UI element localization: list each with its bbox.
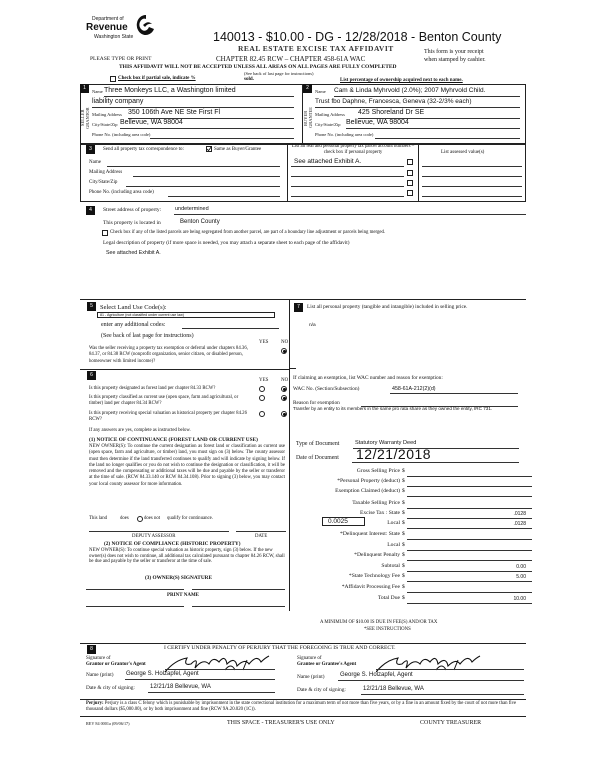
if-yes-note: If any answers are yes, complete as instructed below. bbox=[89, 428, 191, 433]
seller-city-underline bbox=[120, 128, 294, 129]
tax-row-input[interactable] bbox=[407, 592, 532, 593]
grantor-name[interactable]: George S. Holzapfel, Agent bbox=[126, 671, 199, 677]
legal-label: Legal description of property (if more space is needed, you may attach a separate sheet to each page of the affidavit) bbox=[103, 240, 350, 246]
receipt-note-1: This form is your receipt bbox=[424, 49, 484, 55]
street-label: Street address of property: bbox=[103, 207, 162, 213]
tax-row bbox=[300, 531, 532, 541]
local-rate-box[interactable] bbox=[322, 517, 365, 526]
grantee-date[interactable]: 12/21/18 Bellevue, WA bbox=[363, 686, 424, 692]
buyer-name-label: Name bbox=[315, 89, 326, 94]
tax-row-label: Excise Tax : State bbox=[359, 510, 400, 516]
grantor-date-underline bbox=[148, 692, 275, 693]
please-print: PLEASE TYPE OR PRINT bbox=[90, 56, 152, 62]
minimum-note: A MINIMUM OF $10.00 IS DUE IN FEE(S) AND/OR TAX bbox=[320, 620, 438, 625]
section-4-badge: 4 bbox=[86, 206, 95, 215]
sold-label: sold. bbox=[244, 77, 254, 82]
date-line[interactable] bbox=[236, 531, 286, 532]
tax-row-label: *Affidavit Processing Fee bbox=[341, 584, 400, 590]
grantee-sig-label-1: Signature of bbox=[297, 656, 322, 661]
parcel-line-2[interactable] bbox=[291, 176, 404, 177]
dollar-sign: $ bbox=[402, 478, 405, 484]
notice2-title: (2) NOTICE OF COMPLIANCE (HISTORIC PROPERTY) bbox=[104, 541, 241, 547]
wac-underline bbox=[390, 393, 518, 394]
seller-mailing-label: Mailing Address bbox=[92, 112, 122, 117]
tax-row-input[interactable] bbox=[407, 560, 532, 561]
tax-row-input[interactable] bbox=[407, 476, 532, 477]
corr-phone-label: Phone No. (including area code) bbox=[89, 190, 154, 195]
buyer-side-label: BUYER GRANTEE bbox=[303, 107, 313, 129]
doc-date[interactable]: 12/21/2018 bbox=[356, 446, 432, 462]
assessed-line-1[interactable] bbox=[422, 166, 522, 167]
grantee-name[interactable]: George S. Holzapfel, Agent bbox=[340, 672, 413, 678]
buyer-phone-input[interactable] bbox=[375, 138, 520, 139]
doc-date-underline bbox=[352, 462, 519, 463]
dollar-sign: $ bbox=[402, 520, 405, 526]
historic-yes-radio[interactable] bbox=[259, 411, 265, 417]
does-not-radio[interactable] bbox=[137, 516, 143, 522]
exemption-claim-label: If claiming an exemption, list WAC number and reason for exemption: bbox=[293, 375, 443, 381]
tax-row bbox=[300, 584, 532, 594]
section-6-rule bbox=[80, 369, 289, 370]
buyer-name-line2[interactable]: Trust fbo Daphne, Francesca, Geneva (32-2/3% each) bbox=[315, 98, 472, 105]
partial-sale-label: Check box if partial sale, indicate % bbox=[118, 76, 196, 81]
personal-property-checkbox-4[interactable] bbox=[407, 190, 413, 196]
logo-line1: Department of bbox=[92, 16, 124, 22]
owner-signature-line-1[interactable] bbox=[86, 589, 184, 590]
tax-row-input[interactable] bbox=[407, 528, 532, 529]
tax-row bbox=[300, 500, 532, 510]
assessed-header: List assessed value(s) bbox=[441, 150, 485, 155]
corr-phone-input[interactable] bbox=[168, 196, 280, 197]
grantee-date-label: Date & city of signing: bbox=[297, 687, 346, 693]
additional-codes-label: enter any additional codes: bbox=[101, 322, 166, 328]
ownership-note: List percentage of ownership acquired next to each name. bbox=[340, 78, 463, 83]
tax-row-value: .0128 bbox=[513, 521, 526, 527]
tax-row-label: *Personal Property (deduct) bbox=[337, 478, 400, 484]
form-revision: REV 84 0001a (09/06/17) bbox=[86, 721, 130, 726]
historic-no-radio[interactable] bbox=[281, 411, 287, 417]
recording-stamp: 140013 - $10.00 - DG - 12/28/2018 - Benton County bbox=[213, 30, 502, 44]
personal-property-value[interactable]: n/a bbox=[309, 323, 316, 328]
perjury-notice bbox=[86, 701, 524, 713]
forest-land-question: Is this property designated as forest land per chapter 84.33 RCW? bbox=[89, 386, 216, 391]
local-rate-value: 0.0025 bbox=[328, 518, 348, 525]
doc-type-label: Type of Document bbox=[296, 441, 340, 447]
assessed-line-3[interactable] bbox=[422, 186, 522, 187]
designation-yes-header: YES bbox=[259, 378, 269, 383]
tax-row bbox=[300, 573, 532, 583]
seller-name-line2[interactable]: liability company bbox=[92, 98, 144, 105]
land-use-see-back: (See back of last page for instructions) bbox=[101, 333, 194, 339]
perjury-bottom-rule bbox=[80, 716, 526, 717]
grantee-sig-label-2: Grantee or Grantee's Agent bbox=[297, 662, 357, 667]
land-use-yes-header: YES bbox=[259, 340, 269, 345]
parcel-line-4[interactable] bbox=[291, 196, 404, 197]
land-use-select[interactable] bbox=[97, 312, 275, 318]
parcel-line-3[interactable] bbox=[291, 186, 404, 187]
section-1-badge: 1 bbox=[80, 84, 89, 93]
tax-row-label: Taxable Selling Price bbox=[352, 500, 400, 506]
seller-name-line1[interactable]: Three Monkeys LLC, a Washington limited bbox=[104, 87, 236, 94]
deputy-assessor-label: DEPUTY ASSESSOR bbox=[132, 534, 176, 539]
section-7-badge: 7 bbox=[294, 303, 303, 312]
segregated-label: Check box if any of the listed parcels are being segregated from another parcel, are part of a boundary line adjustment or parcels being merged. bbox=[110, 230, 386, 235]
see-back-note: (See back of last page for instructions) bbox=[244, 71, 314, 76]
seller-city-label: City/State/Zip bbox=[92, 122, 118, 127]
grantee-sig-line bbox=[376, 669, 524, 670]
notice1-body: NEW OWNER(S): To continue the current designation as forest land or classification as current use (open space, farm and agriculture, or timber) land, you must sign on (3) below. The county assessor must then determine if the land transferred continues to qualify and will indicate by signing below. If the land no longer qualifies or you do not wish to continue the designation or classification, it will be removed and the compensating or additional taxes will be due and payable by the seller or transferor at the time of sale. (RCW 84.33.140 or RCW 84.34.108). Prior to signing (3) below, you may contact your local county assessor for more information. bbox=[89, 444, 285, 487]
additional-codes-input[interactable] bbox=[182, 328, 279, 329]
print-name-line-2[interactable] bbox=[192, 606, 285, 607]
street-underline bbox=[174, 214, 526, 215]
dollar-sign: $ bbox=[402, 573, 405, 579]
forest-land-no-radio[interactable] bbox=[281, 386, 287, 392]
parcel-number-1[interactable]: See attached Exhibit A. bbox=[294, 158, 362, 165]
grantor-sig-label-1: Signature of bbox=[86, 656, 111, 661]
parcel-line-1 bbox=[291, 166, 404, 167]
tax-row-label: Local bbox=[387, 520, 400, 526]
this-land-label: This land bbox=[89, 516, 107, 521]
land-use-no-header: NO bbox=[281, 340, 289, 345]
located-county[interactable]: Benton County bbox=[180, 219, 220, 225]
section-8-rule bbox=[80, 643, 526, 644]
tax-row bbox=[300, 542, 532, 552]
reason-text[interactable]: Transfer by an entity to its members in the same pro rata share as they owned the entity, IRC 731. bbox=[293, 406, 493, 411]
county-treasurer: COUNTY TREASURER bbox=[420, 720, 482, 726]
current-use-yes-radio[interactable] bbox=[259, 395, 265, 401]
deputy-assessor-line[interactable] bbox=[89, 531, 229, 532]
grantor-name-underline bbox=[125, 679, 275, 680]
wac-label: WAC No. (Section/Subsection) bbox=[293, 386, 360, 392]
tax-row-input[interactable] bbox=[407, 486, 532, 487]
dollar-sign: $ bbox=[402, 584, 405, 590]
send-correspondence-label: Send all property tax correspondence to: bbox=[103, 147, 184, 152]
tax-row-label: *State Technology Fee bbox=[348, 573, 400, 579]
section-2-badge: 2 bbox=[303, 84, 312, 93]
corr-mailing-label: Mailing Address bbox=[89, 170, 123, 175]
section-3-badge: 3 bbox=[86, 145, 95, 154]
dor-swoosh-icon bbox=[136, 14, 156, 36]
tax-row-label: Subtotal bbox=[381, 563, 400, 569]
section-5-badge: 5 bbox=[87, 302, 96, 311]
exemption-rule bbox=[289, 368, 296, 369]
certify-statement: I CERTIFY UNDER PENALTY OF PERJURY THAT THE FOREGOING IS TRUE AND CORRECT. bbox=[164, 645, 396, 651]
warning-banner: THIS AFFIDAVIT WILL NOT BE ACCEPTED UNLESS ALL AREAS ON ALL PAGES ARE FULLY COMPLETED bbox=[119, 64, 397, 70]
dollar-sign: $ bbox=[402, 468, 405, 474]
tax-row-label: Local bbox=[387, 542, 400, 548]
grantee-name-label: Name (print) bbox=[297, 674, 325, 680]
dollar-sign: $ bbox=[402, 542, 405, 548]
owner-signature-title: (3) OWNER(S) SIGNATURE bbox=[145, 575, 212, 581]
designation-no-header: NO bbox=[281, 378, 289, 383]
tax-row-input[interactable] bbox=[407, 539, 532, 540]
tax-row-value: 0.00 bbox=[516, 564, 526, 570]
lower-mid-divider bbox=[289, 299, 290, 611]
section-6-badge: 6 bbox=[87, 371, 96, 380]
tax-row-value: 5.00 bbox=[516, 574, 526, 580]
buyer-name2-underline bbox=[315, 107, 520, 108]
grantee-signature[interactable] bbox=[376, 652, 486, 674]
assessed-line-2[interactable] bbox=[422, 176, 522, 177]
does-label: does bbox=[120, 516, 129, 521]
doc-type[interactable]: Statutory Warranty Deed bbox=[355, 440, 417, 446]
dollar-sign: $ bbox=[402, 531, 405, 537]
reason-label: Reason for exemption bbox=[293, 400, 340, 406]
exemption-no-radio[interactable] bbox=[281, 348, 287, 354]
located-label: This property is located in bbox=[103, 220, 161, 226]
dollar-sign: $ bbox=[402, 510, 405, 516]
corr-name-input[interactable] bbox=[107, 166, 280, 167]
print-name-line-1[interactable] bbox=[86, 606, 184, 607]
tax-row bbox=[300, 552, 532, 562]
seller-phone-label: Phone No. (including area code) bbox=[92, 132, 151, 137]
dollar-sign: $ bbox=[402, 552, 405, 558]
does-not-label: does not bbox=[144, 516, 161, 521]
seller-side-label: SELLER GRANTOR bbox=[80, 107, 90, 129]
street-address[interactable]: undetermined bbox=[175, 206, 209, 212]
section-8-badge: 8 bbox=[87, 645, 96, 654]
exemption-question: Was the seller receiving a property tax exemption or deferral under chapters 84.36, 84.37, or 84.38 RCW (nonprofit organization, senior citizen, or disabled person, homeowner with limited income)? bbox=[89, 346, 248, 364]
tax-row bbox=[300, 468, 532, 478]
perjury-text: Perjury is a class C felony which is punishable by imprisonment in the state correctional institution for a maximum term of not more than five years, or by a fine in an amount fixed by the court of not more than five thousand dollars ($5,000.00), or by both imprisonment and fine (RCW 9A.20.020 (1C)). bbox=[86, 701, 517, 713]
tax-row bbox=[300, 488, 532, 498]
buyer-name-line1[interactable]: Cam & Linda Myhrvold (2.0%); 2007 Myhrvold Child. bbox=[334, 87, 486, 94]
qualify-label: qualify for continuance. bbox=[167, 516, 213, 521]
perjury-rule bbox=[80, 699, 526, 700]
seller-name-underline bbox=[104, 96, 294, 97]
corr-mailing-input[interactable] bbox=[133, 176, 280, 177]
buyer-city[interactable]: Bellevue, WA 98004 bbox=[346, 119, 409, 126]
partial-sale-checkbox[interactable] bbox=[110, 76, 116, 82]
tax-row-input[interactable] bbox=[407, 571, 532, 572]
tax-row-value: .0128 bbox=[513, 511, 526, 517]
buyer-name-underline bbox=[334, 96, 520, 97]
current-use-no-radio[interactable] bbox=[281, 395, 287, 401]
dollar-sign: $ bbox=[402, 563, 405, 569]
corr-city-input[interactable] bbox=[126, 186, 280, 187]
tax-row-label: Exemption Claimed (deduct) bbox=[335, 488, 400, 494]
buyer-mailing-label: Mailing Address bbox=[315, 112, 345, 117]
same-as-buyer-label: Same as Buyer/Grantee bbox=[214, 147, 262, 152]
tax-row-input[interactable] bbox=[407, 508, 532, 509]
personal-property-checkbox-1[interactable] bbox=[407, 159, 413, 165]
logo-line2: Revenue bbox=[86, 22, 128, 33]
seller-city[interactable]: Bellevue, WA 98004 bbox=[120, 119, 183, 126]
form-title: REAL ESTATE EXCISE TAX AFFIDAVIT bbox=[238, 44, 394, 53]
see-instructions: *SEE INSTRUCTIONS bbox=[364, 627, 411, 632]
lower-top-rule bbox=[80, 299, 526, 300]
tax-row-value: 10.00 bbox=[513, 596, 526, 602]
tax-row-label: Gross Selling Price bbox=[356, 468, 400, 474]
grantee-date-underline bbox=[361, 694, 524, 695]
personal-property-checkbox-2[interactable] bbox=[407, 170, 413, 176]
dollar-sign: $ bbox=[402, 595, 405, 601]
buyer-city-label: City/State/Zip bbox=[315, 122, 341, 127]
corr-name-label: Name bbox=[89, 160, 101, 165]
date-label: DATE bbox=[255, 534, 268, 539]
checkmark-icon bbox=[206, 146, 212, 152]
personal-property-checkbox-3[interactable] bbox=[407, 180, 413, 186]
grantor-date-label: Date & city of signing: bbox=[86, 685, 135, 691]
tax-row bbox=[300, 563, 532, 573]
assessed-line-4[interactable] bbox=[422, 196, 522, 197]
same-as-buyer-checkbox[interactable] bbox=[206, 146, 212, 152]
tax-row bbox=[300, 595, 532, 605]
tax-row-input[interactable] bbox=[407, 518, 532, 519]
parcel-header: List all real and personal property tax parcel account numbers – check box if personal property bbox=[291, 144, 415, 155]
grantor-date[interactable]: 12/21/18 Bellevue, WA bbox=[150, 684, 211, 690]
buyer-city-underline bbox=[346, 128, 520, 129]
grantor-name-label: Name (print) bbox=[86, 672, 114, 678]
notice1-title: (1) NOTICE OF CONTINUANCE (FOREST LAND OR CURRENT USE) bbox=[89, 437, 258, 443]
dollar-sign: $ bbox=[402, 488, 405, 494]
land-use-title: Select Land Use Code(s): bbox=[100, 304, 167, 311]
logo-line3: Washington State bbox=[94, 34, 134, 40]
corr-divider-2 bbox=[418, 144, 419, 202]
tax-row-input[interactable] bbox=[407, 496, 532, 497]
seller-name-label: Name bbox=[92, 89, 103, 94]
current-use-question: Is this property classified as current use (open space, farm and agricultural, or timber) land per chapter 84.34 RCW? bbox=[89, 395, 239, 407]
grantor-sig-label-2: Grantor or Grantor's Agent bbox=[86, 662, 146, 667]
dollar-sign: $ bbox=[402, 500, 405, 506]
grantor-sig-line bbox=[165, 669, 275, 670]
notice2-body: NEW OWNER(S): To continue special valuation as historic property, sign (3) below. If the new owner(s) does not wish to continue, all additional tax calculated pursuant to chapter 84.26 RCW, shall be due and payable by the seller or transferor at the time of sale. bbox=[89, 548, 285, 565]
treasurer-use-only: THIS SPACE - TREASURER'S USE ONLY bbox=[227, 720, 335, 726]
dor-logo bbox=[86, 14, 156, 44]
tax-row-label: Total Due bbox=[377, 595, 400, 601]
buyer-phone-label: Phone No. (including area code) bbox=[315, 132, 374, 137]
owner-signature-line-2[interactable] bbox=[192, 589, 285, 590]
seller-name2-underline bbox=[92, 107, 294, 108]
tax-row-input[interactable] bbox=[407, 581, 532, 582]
corr-city-label: City/State/Zip bbox=[89, 180, 118, 185]
tax-row-input[interactable] bbox=[407, 603, 532, 604]
tax-row-input[interactable] bbox=[407, 550, 532, 551]
segregated-checkbox[interactable] bbox=[102, 230, 108, 236]
print-name-label: PRINT NAME bbox=[167, 593, 199, 598]
personal-property-label: List all personal property (tangible and intangible) included in selling price. bbox=[307, 304, 468, 310]
tax-row-label: *Delinquent Penalty bbox=[354, 552, 400, 558]
tax-row-label: *Delinquent Interest: State bbox=[340, 531, 400, 537]
perjury-title: Perjury: bbox=[86, 701, 104, 706]
buyer-mailing[interactable]: 425 Shoreland Dr SE bbox=[358, 109, 425, 116]
seller-mailing[interactable]: 350 106th Ave NE Ste First Fl bbox=[128, 109, 221, 116]
receipt-note-2: when stamped by cashier. bbox=[424, 57, 486, 63]
chapter-ref: CHAPTER 82.45 RCW – CHAPTER 458-61A WAC bbox=[216, 55, 366, 63]
corr-divider-1 bbox=[287, 144, 288, 202]
historic-question: Is this property receiving special valuation as historical property per chapter 84.26 RCW? bbox=[89, 411, 247, 423]
doc-date-label: Date of Document bbox=[296, 455, 339, 461]
legal-description[interactable]: See attached Exhibit A. bbox=[106, 250, 161, 256]
tax-row bbox=[300, 478, 532, 488]
forest-land-yes-radio[interactable] bbox=[259, 386, 265, 392]
land-use-selected: 81 - Agriculture (not classified under current use law) bbox=[100, 312, 184, 317]
grantee-name-underline bbox=[338, 680, 524, 681]
wac-number[interactable]: 458-61A-212(2)(d) bbox=[392, 386, 436, 392]
seller-phone-input[interactable] bbox=[150, 138, 294, 139]
